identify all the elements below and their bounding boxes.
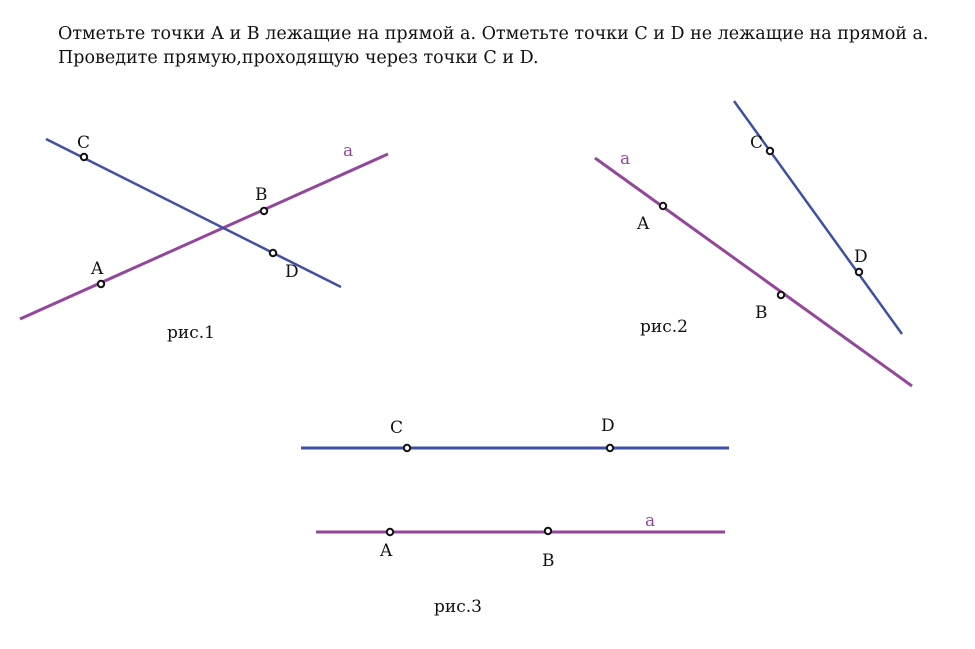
- point-a-fig2: [660, 203, 666, 209]
- label-c-fig1: C: [77, 133, 91, 153]
- point-c-fig3: [404, 445, 410, 451]
- figure-3: [301, 416, 729, 617]
- caption-fig3: рис.3: [434, 597, 482, 617]
- point-a-fig3: [387, 529, 393, 535]
- point-d-fig2: [856, 269, 862, 275]
- task-line-1: Отметьте точки А и В лежащие на прямой а. Отметьте точки С и D не лежащие на прямой а.: [58, 24, 929, 44]
- line-label-a-fig2: a: [620, 149, 631, 169]
- label-d-fig3: D: [601, 416, 615, 436]
- task-line-2: Проведите прямую,проходящую через точки С и D.: [58, 48, 539, 68]
- line-label-a-fig3: a: [645, 511, 656, 531]
- label-d-fig1: D: [285, 262, 299, 282]
- point-b-fig1: [261, 208, 267, 214]
- line-label-a-fig1: a: [343, 141, 354, 161]
- label-a-fig1: A: [91, 259, 104, 279]
- point-c-fig1: [81, 154, 87, 160]
- label-c-fig2: C: [750, 133, 764, 153]
- point-a-fig1: [98, 281, 104, 287]
- line-a-fig2: [595, 158, 912, 386]
- figure-2: [595, 101, 912, 386]
- label-d-fig2: D: [854, 247, 868, 267]
- label-a-fig2: A: [637, 214, 650, 234]
- label-a-fig3: A: [380, 541, 393, 561]
- point-c-fig2: [767, 148, 773, 154]
- point-d-fig3: [607, 445, 613, 451]
- label-b-fig2: B: [755, 303, 768, 323]
- caption-fig2: рис.2: [640, 317, 688, 337]
- label-b-fig3: B: [542, 551, 555, 571]
- point-b-fig2: [778, 292, 784, 298]
- figure-1: [20, 133, 388, 343]
- point-d-fig1: [270, 250, 276, 256]
- caption-fig1: рис.1: [167, 323, 215, 343]
- point-b-fig3: [545, 528, 551, 534]
- label-b-fig1: B: [255, 185, 268, 205]
- line-a-fig1: [20, 154, 388, 319]
- label-c-fig3: C: [390, 418, 404, 438]
